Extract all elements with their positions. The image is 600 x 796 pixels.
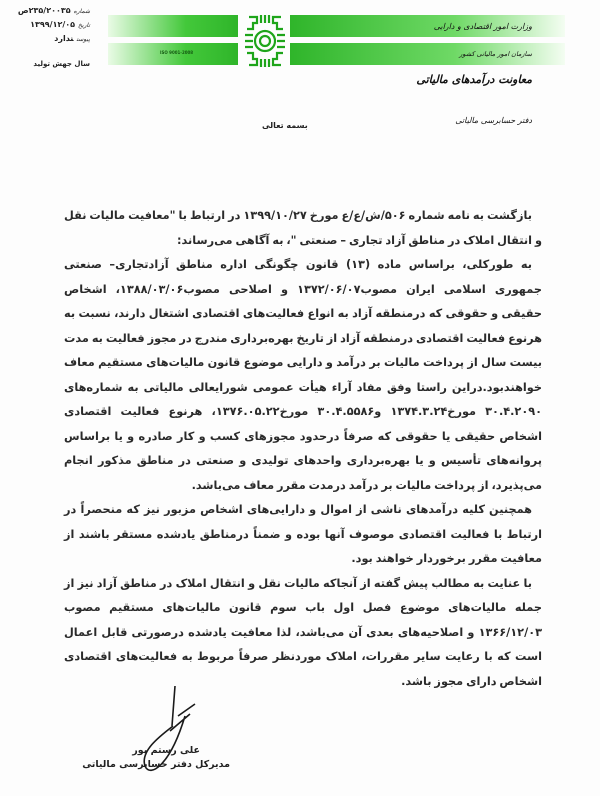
letter-attachment-label: پیوست (76, 36, 90, 43)
signatory-title: مدیرکل دفتر حسابرسی مالیاتی (82, 759, 230, 770)
paragraph: به طورکلی، براساس ماده (۱۳) قانون چگونگی اداره مناطق آزادتجاری– صنعتی جمهوری اسلامی ایران مصوب۱۳۷۲/۰۶/۰۷ و اصلاحی مصوب۱۳۸۸/۰۳/۰۶، اشخاص حقیقی و حقوقی که درمنطقه آزاد به انواع فعالیت‌های اقتصادی اشتغال دارند، نسبت به هرنوع فعالیت اقتصادی درمنطقه آزاد از تاریخ بهره‌برداری مندرج در مجوز فعالیت به مدت بیست سال از پرداخت مالیات بر درآمد و دارایی موضوع قانون مالیات‌های مستقیم معاف خواهندبود.دراین راستا وفق مفاد آراء هیأت عمومی شورایعالی مالیاتی به شماره‌های ۳۰.۴.۲۰۹۰ مورخ۱۳۷۴.۳.۲۴ و۳۰.۴.۵۵۸۶ مورخ۱۳۷۶.۰۵.۲۲، هرنوع فعالیت اقتصادی اشخاص حقیقی یا حقوقی که صرفاً درحدود مجوزهای کسب و کار صادره و یا براساس پروانه‌های تأسیس و یا بهره‌برداری واحدهای تولیدی و صنعتی در مناطق مذکور انجام می‌پذیرد، از پرداخت مالیات بر درآمد درمدت مقرر معاف می‌باشد. (64, 258, 543, 492)
paragraph: با عنایت به مطالب پیش گفته از آنجاکه مالیات نقل و انتقال املاک در مناطق آزاد نیز از جمله مالیات‌های موضوع فصل اول باب سوم قانون مالیات‌های مستقیم مصوب ۱۳۶۶/۱۲/۰۳ و اصلاحیه‌های بعدی آن می‌باشد، لذا معافیت یادشده درصورتی قابل اعمال است که با رعایت سایر مقررات، املاک موردنظر صرفاً مربوط به فعالیت‌های اقتصادی اشخاص دارای مجوز باشد. (64, 576, 542, 688)
deputy-name: معاونت درآمدهای مالیاتی (416, 73, 532, 86)
paragraph: بازگشت به نامه شماره ۵۰۶/ش/ع/ع مورخ ۱۳۹۹/۱۰/۲۷ در ارتباط با "معافیت مالیات نقل و انتقال املاک در مناطق آزاد تجاری – صنعتی "، به آگاهی می‌رساند: (64, 209, 542, 247)
signatory (82, 744, 230, 772)
year-slogan: سال جهش تولید (33, 60, 90, 68)
letter-number-label: شماره (73, 8, 90, 15)
ministry-name: وزارت امور اقتصادی و دارایی (433, 22, 532, 31)
bismillah-heading: بسمه تعالی (262, 121, 308, 130)
letter-attachment-value: ندارد (54, 34, 74, 43)
iso-label: ISO 9001-2008 (160, 50, 194, 55)
letter-body (64, 204, 542, 694)
office-name: دفتر حسابرسی مالیاتی (455, 116, 532, 125)
letter-date-value: ۱۳۹۹/۱۲/۰۵ (30, 20, 76, 29)
paragraph: همچنین کلیه درآمدهای ناشی از اموال و دارایی‌های اشخاص مزبور نیز که منحصراً در ارتباط با فعالیت اقتصادی موصوف آنها بوده و ضمناً درمناطق یادشده مستقر باشند از معافیت مقرر برخوردار خواهند بود. (64, 503, 542, 565)
organization-name: سازمان امور مالیاتی کشور (459, 50, 532, 58)
letter-date-label: تاریخ (78, 22, 90, 29)
signature-block (82, 696, 250, 776)
letter-number-value: ۲۳۵/۲۰۰۳۵ص (17, 6, 71, 15)
signatory-name: علی رستم پور (132, 745, 200, 756)
